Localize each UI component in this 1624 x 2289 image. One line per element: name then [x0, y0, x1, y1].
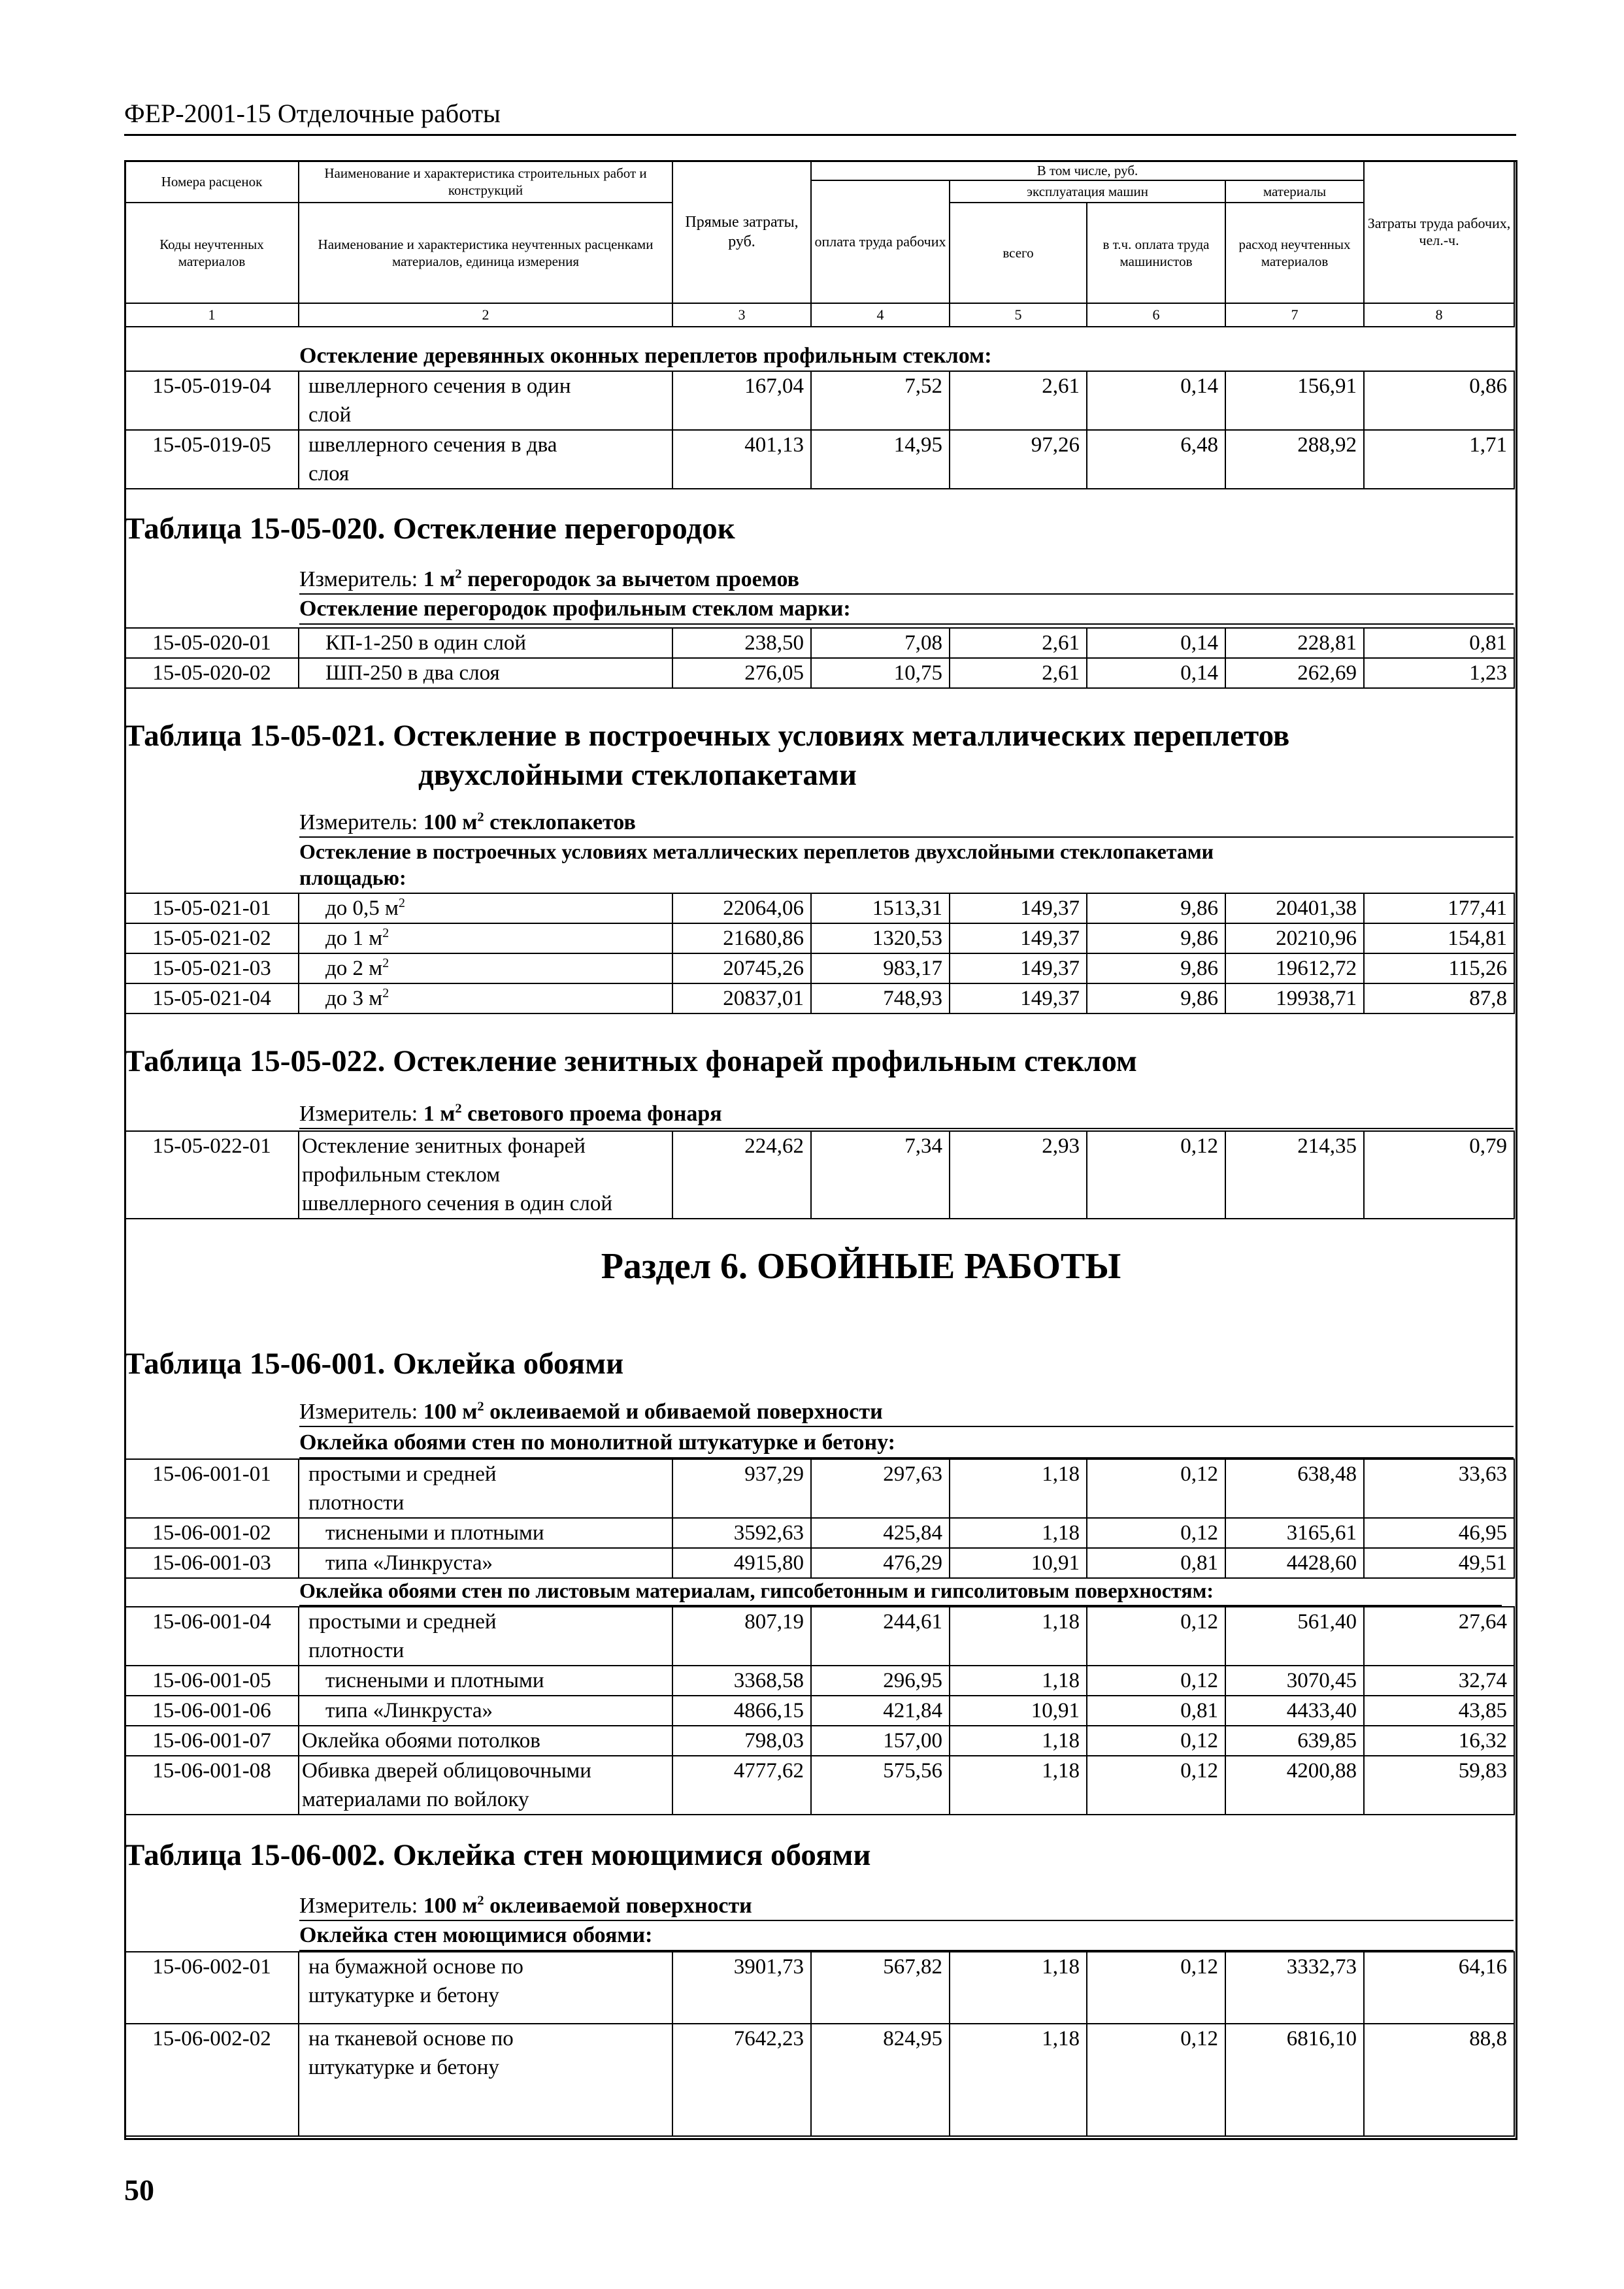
work-name: типа «Линкруста» — [299, 1696, 672, 1726]
labor-hours: 1,71 — [1364, 430, 1514, 489]
direct-cost: 22064,06 — [672, 893, 811, 923]
labor-pay: 244,61 — [811, 1607, 950, 1666]
materials-cost: 4200,88 — [1225, 1756, 1364, 1815]
table-row — [125, 953, 1514, 983]
work-name: ШП-250 в два слоя — [299, 658, 672, 688]
col1-top-header: Номера расценок — [125, 161, 299, 203]
work-name: КП-1-250 в один слой — [299, 628, 672, 658]
work-name: тиснеными и плотными — [299, 1518, 672, 1548]
materials-cost: 19938,71 — [1225, 983, 1364, 1013]
work-name-line: плотности — [308, 1639, 405, 1662]
rate-code: 15-05-020-01 — [125, 628, 299, 658]
subheading-602: Оклейка стен моющимися обоями: — [299, 1921, 1514, 1951]
labor-pay: 14,95 — [811, 430, 950, 489]
measure-602 — [299, 1892, 1514, 1921]
materials-cost: 214,35 — [1225, 1131, 1364, 1219]
work-name-line: материалами по войлоку — [302, 1788, 529, 1811]
work-name-line: на тканевой основе по — [308, 2027, 514, 2050]
machines-total: 1,18 — [950, 1459, 1087, 1518]
work-name: типа «Линкруста» — [299, 1548, 672, 1578]
measure-label: Измеритель: — [299, 1894, 423, 1918]
machines-total: 1,18 — [950, 1756, 1087, 1815]
col7-header: расход неучтенных материалов — [1225, 203, 1364, 303]
col-number: 5 — [950, 303, 1087, 327]
group-header: В том числе, руб. — [811, 161, 1364, 180]
work-name — [299, 983, 672, 1013]
unit-superscript: 2 — [455, 1101, 462, 1116]
col2-bottom-header: Наименование и характеристика неучтенных расценками материалов, единица измерения — [299, 203, 672, 303]
work-name-line: штукатурке и бетону — [308, 2056, 499, 2079]
table-row — [125, 1459, 1514, 1518]
col-number: 1 — [125, 303, 299, 327]
machines-total: 149,37 — [950, 923, 1087, 953]
labor-hours: 49,51 — [1364, 1548, 1514, 1578]
rate-code: 15-05-021-04 — [125, 983, 299, 1013]
col-number: 7 — [1225, 303, 1364, 327]
machines-total: 149,37 — [950, 893, 1087, 923]
machinist-pay: 0,14 — [1087, 628, 1225, 658]
machinist-pay: 0,14 — [1087, 371, 1225, 430]
work-name: тиснеными и плотными — [299, 1666, 672, 1696]
table-row — [125, 1666, 1514, 1696]
measure-label: Измеритель: — [299, 1400, 423, 1424]
materials-cost: 3165,61 — [1225, 1518, 1364, 1548]
measure-number: 1 м — [423, 567, 456, 591]
table-row — [125, 371, 1514, 430]
work-name-line: Остекление зенитных фонарей — [302, 1134, 586, 1158]
col-number: 6 — [1087, 303, 1225, 327]
labor-pay: 157,00 — [811, 1726, 950, 1756]
materials-cost: 638,48 — [1225, 1459, 1364, 1518]
machinist-pay: 9,86 — [1087, 893, 1225, 923]
rate-code: 15-06-001-08 — [125, 1756, 299, 1815]
table-row — [125, 1756, 1514, 1815]
rate-code: 15-06-001-01 — [125, 1459, 299, 1518]
table-title-022: Таблица 15-05-022. Остекление зенитных фонарей профильным стеклом — [124, 1044, 1137, 1078]
table-row — [125, 658, 1514, 688]
machines-total: 1,18 — [950, 2024, 1087, 2136]
machines-header: эксплуатация машин — [950, 180, 1225, 203]
work-name-line: простыми и средней — [308, 1610, 497, 1634]
labor-pay: 10,75 — [811, 658, 950, 688]
direct-cost: 224,62 — [672, 1131, 811, 1219]
rate-code: 15-05-020-02 — [125, 658, 299, 688]
table-row — [125, 1696, 1514, 1726]
machinist-pay: 0,12 — [1087, 1756, 1225, 1815]
unit-superscript: 2 — [477, 810, 484, 825]
machinist-pay: 9,86 — [1087, 923, 1225, 953]
col8-header: Затраты труда рабочих, чел.-ч. — [1364, 161, 1514, 303]
labor-hours: 0,86 — [1364, 371, 1514, 430]
header-rule — [124, 134, 1516, 136]
work-name — [299, 1459, 672, 1518]
table-title-021: Таблица 15-05-021. Остекление в построечных условиях металлических переплетов — [124, 719, 1290, 753]
col-number: 3 — [672, 303, 811, 327]
labor-pay: 1513,31 — [811, 893, 950, 923]
work-name-text: до 1 м — [325, 927, 383, 950]
unit-superscript: 2 — [455, 567, 462, 582]
rate-code: 15-05-019-04 — [125, 371, 299, 430]
labor-pay: 425,84 — [811, 1518, 950, 1548]
materials-cost: 19612,72 — [1225, 953, 1364, 983]
materials-cost: 3332,73 — [1225, 1952, 1364, 2024]
table-title-602: Таблица 15-06-002. Оклейка стен моющимися обоями — [124, 1838, 871, 1872]
labor-hours: 43,85 — [1364, 1696, 1514, 1726]
materials-cost: 639,85 — [1225, 1726, 1364, 1756]
subheading-601a: Оклейка обоями стен по монолитной штукатурке и бетону: — [299, 1428, 1514, 1458]
subheading-line: площадью: — [299, 866, 406, 889]
machines-total: 1,18 — [950, 1607, 1087, 1666]
table-row — [125, 1548, 1514, 1578]
table-row — [125, 1607, 1514, 1666]
labor-pay: 7,08 — [811, 628, 950, 658]
materials-cost: 4433,40 — [1225, 1696, 1364, 1726]
machinist-pay: 0,12 — [1087, 1666, 1225, 1696]
rate-code: 15-06-001-07 — [125, 1726, 299, 1756]
work-name-line: слоя — [308, 462, 350, 486]
unit-superscript: 2 — [382, 986, 389, 1000]
subheading-019: Остекление деревянных оконных переплетов профильным стеклом: — [299, 342, 1514, 372]
machines-total: 2,61 — [950, 628, 1087, 658]
subheading-020: Остекление перегородок профильным стеклом марки: — [299, 595, 1514, 625]
materials-cost: 156,91 — [1225, 371, 1364, 430]
direct-cost: 807,19 — [672, 1607, 811, 1666]
machinist-pay: 6,48 — [1087, 430, 1225, 489]
work-name-text: до 3 м — [325, 987, 383, 1010]
unit-superscript: 2 — [398, 896, 405, 910]
table-row — [125, 983, 1514, 1013]
machinist-pay: 0,12 — [1087, 1459, 1225, 1518]
work-name-text: до 2 м — [325, 957, 383, 980]
rate-code: 15-06-001-02 — [125, 1518, 299, 1548]
work-name-line: слой — [308, 403, 352, 427]
direct-cost: 3592,63 — [672, 1518, 811, 1548]
direct-cost: 4777,62 — [672, 1756, 811, 1815]
materials-header: материалы — [1225, 180, 1364, 203]
measure-number: 100 м — [423, 810, 478, 834]
measure-unit — [423, 810, 636, 834]
work-name-line: простыми и средней — [308, 1462, 497, 1486]
machines-total: 149,37 — [950, 953, 1087, 983]
materials-cost: 228,81 — [1225, 628, 1364, 658]
subheading-601b: Оклейка обоями стен по листовым материалам, гипсобетонным и гипсолитовым поверхностям: — [299, 1576, 1502, 1606]
materials-cost: 6816,10 — [1225, 2024, 1364, 2136]
labor-pay: 7,52 — [811, 371, 950, 430]
table-row — [125, 628, 1514, 658]
labor-hours: 59,83 — [1364, 1756, 1514, 1815]
machinist-pay: 9,86 — [1087, 953, 1225, 983]
machinist-pay: 0,81 — [1087, 1696, 1225, 1726]
labor-hours: 16,32 — [1364, 1726, 1514, 1756]
measure-020 — [299, 566, 1514, 595]
machines-total: 1,18 — [950, 1666, 1087, 1696]
measure-rest: оклеиваемой поверхности — [484, 1894, 752, 1918]
table-row — [125, 2024, 1514, 2136]
work-name — [299, 371, 672, 430]
table-022 — [124, 1130, 1515, 1219]
direct-cost: 798,03 — [672, 1726, 811, 1756]
labor-hours: 46,95 — [1364, 1518, 1514, 1548]
measure-unit — [423, 1400, 883, 1424]
machines-total: 1,18 — [950, 1952, 1087, 2024]
labor-hours: 115,26 — [1364, 953, 1514, 983]
machinist-pay: 0,12 — [1087, 1726, 1225, 1756]
labor-hours: 0,81 — [1364, 628, 1514, 658]
machines-total: 10,91 — [950, 1696, 1087, 1726]
labor-hours: 1,23 — [1364, 658, 1514, 688]
direct-cost: 937,29 — [672, 1459, 811, 1518]
work-name-line: на бумажной основе по — [308, 1955, 523, 1979]
unit-superscript: 2 — [477, 1893, 484, 1908]
work-name — [299, 923, 672, 953]
direct-cost: 20745,26 — [672, 953, 811, 983]
direct-cost: 3901,73 — [672, 1952, 811, 2024]
measure-601 — [299, 1398, 1514, 1427]
direct-cost: 7642,23 — [672, 2024, 811, 2136]
measure-label: Измеритель: — [299, 1102, 423, 1126]
table-row — [125, 1952, 1514, 2024]
table-title-021-line2: двухслойными стеклопакетами — [418, 758, 857, 792]
labor-hours: 154,81 — [1364, 923, 1514, 953]
rate-code: 15-05-021-01 — [125, 893, 299, 923]
rate-code: 15-06-001-03 — [125, 1548, 299, 1578]
col4-header: оплата труда рабочих — [811, 180, 950, 303]
labor-pay: 748,93 — [811, 983, 950, 1013]
measure-unit — [423, 1102, 722, 1126]
labor-pay: 1320,53 — [811, 923, 950, 953]
direct-cost: 3368,58 — [672, 1666, 811, 1696]
direct-cost: 20837,01 — [672, 983, 811, 1013]
work-name — [299, 1607, 672, 1666]
work-name-line: плотности — [308, 1491, 405, 1515]
measure-label: Измеритель: — [299, 810, 423, 834]
table-title-020: Таблица 15-05-020. Остекление перегородок — [124, 512, 735, 546]
machinist-pay: 0,14 — [1087, 658, 1225, 688]
table-602 — [124, 1951, 1515, 2137]
labor-hours: 33,63 — [1364, 1459, 1514, 1518]
subheading-line: Остекление в построечных условиях металлических переплетов двухслойными стеклопакетами — [299, 840, 1214, 863]
machines-total: 1,18 — [950, 1518, 1087, 1548]
direct-cost: 401,13 — [672, 430, 811, 489]
materials-cost: 288,92 — [1225, 430, 1364, 489]
labor-pay: 575,56 — [811, 1756, 950, 1815]
labor-hours: 177,41 — [1364, 893, 1514, 923]
labor-hours: 27,64 — [1364, 1607, 1514, 1666]
table-row — [125, 1726, 1514, 1756]
work-name — [299, 2024, 672, 2136]
direct-cost: 276,05 — [672, 658, 811, 688]
col-number: 8 — [1364, 303, 1514, 327]
table-row — [125, 893, 1514, 923]
measure-number: 100 м — [423, 1400, 478, 1424]
measure-rest: стеклопакетов — [484, 810, 636, 834]
rate-code: 15-05-022-01 — [125, 1131, 299, 1219]
measure-label: Измеритель: — [299, 567, 423, 591]
table-019 — [124, 371, 1515, 489]
col-number: 4 — [811, 303, 950, 327]
measure-022 — [299, 1100, 1514, 1129]
materials-cost: 262,69 — [1225, 658, 1364, 688]
rate-code: 15-05-021-03 — [125, 953, 299, 983]
table-601a — [124, 1458, 1515, 1579]
col-number: 2 — [299, 303, 672, 327]
measure-number: 1 м — [423, 1102, 456, 1126]
running-header: ФЕР-2001-15 Отделочные работы — [124, 99, 501, 128]
machinist-pay: 0,12 — [1087, 1952, 1225, 2024]
measure-number: 100 м — [423, 1894, 478, 1918]
table-row — [125, 430, 1514, 489]
work-name-text: до 0,5 м — [325, 897, 399, 920]
measure-unit — [423, 567, 799, 591]
col1-bottom-header: Коды неучтенных материалов — [125, 203, 299, 303]
work-name-line: профильным стеклом — [302, 1163, 501, 1187]
rate-code: 15-06-002-02 — [125, 2024, 299, 2136]
machinist-pay: 0,12 — [1087, 1131, 1225, 1219]
unit-superscript: 2 — [477, 1399, 484, 1414]
materials-cost: 3070,45 — [1225, 1666, 1364, 1696]
work-name-line: швеллерного сечения в один — [308, 374, 571, 398]
labor-pay: 567,82 — [811, 1952, 950, 2024]
work-name-line: Обивка дверей облицовочными — [302, 1759, 591, 1783]
materials-cost: 4428,60 — [1225, 1548, 1364, 1578]
machinist-pay: 9,86 — [1087, 983, 1225, 1013]
work-name — [299, 430, 672, 489]
materials-cost: 561,40 — [1225, 1607, 1364, 1666]
labor-pay: 297,63 — [811, 1459, 950, 1518]
labor-pay: 824,95 — [811, 2024, 950, 2136]
work-name — [299, 953, 672, 983]
direct-cost: 4866,15 — [672, 1696, 811, 1726]
work-name — [299, 1952, 672, 2024]
col3-header: Прямые затраты, руб. — [672, 161, 811, 303]
labor-hours: 64,16 — [1364, 1952, 1514, 2024]
machines-total: 10,91 — [950, 1548, 1087, 1578]
table-title-601: Таблица 15-06-001. Оклейка обоями — [124, 1347, 624, 1381]
machines-total: 2,61 — [950, 658, 1087, 688]
machines-total: 1,18 — [950, 1726, 1087, 1756]
work-name-line: швеллерного сечения в один слой — [302, 1192, 613, 1215]
table-021 — [124, 893, 1515, 1014]
labor-pay: 983,17 — [811, 953, 950, 983]
labor-pay: 476,29 — [811, 1548, 950, 1578]
machinist-pay: 0,81 — [1087, 1548, 1225, 1578]
labor-hours: 32,74 — [1364, 1666, 1514, 1696]
measure-rest: светового проема фонаря — [461, 1102, 722, 1126]
direct-cost: 238,50 — [672, 628, 811, 658]
machines-total: 149,37 — [950, 983, 1087, 1013]
table-020 — [124, 627, 1515, 689]
column-header-table — [124, 160, 1515, 327]
machines-total: 2,61 — [950, 371, 1087, 430]
work-name: Оклейка обоями потолков — [299, 1726, 672, 1756]
measure-rest: оклеиваемой и обиваемой поверхности — [484, 1400, 883, 1424]
machinist-pay: 0,12 — [1087, 1518, 1225, 1548]
measure-rest: перегородок за вычетом проемов — [461, 567, 799, 591]
table-row — [125, 1518, 1514, 1548]
work-name-line: швеллерного сечения в два — [308, 433, 557, 457]
unit-superscript: 2 — [382, 956, 389, 970]
labor-pay: 421,84 — [811, 1696, 950, 1726]
measure-unit — [423, 1894, 752, 1918]
rate-code: 15-06-001-04 — [125, 1607, 299, 1666]
table-row — [125, 1131, 1514, 1219]
direct-cost: 167,04 — [672, 371, 811, 430]
rate-code: 15-05-019-05 — [125, 430, 299, 489]
col6-header: в т.ч. оплата труда машинистов — [1087, 203, 1225, 303]
table-601b — [124, 1606, 1515, 1815]
rate-code: 15-06-001-05 — [125, 1666, 299, 1696]
labor-pay: 296,95 — [811, 1666, 950, 1696]
rate-code: 15-05-021-02 — [125, 923, 299, 953]
subheading-021 — [299, 838, 1514, 891]
rate-code: 15-06-001-06 — [125, 1696, 299, 1726]
page-number: 50 — [124, 2173, 154, 2207]
direct-cost: 4915,80 — [672, 1548, 811, 1578]
work-name — [299, 893, 672, 923]
machinist-pay: 0,12 — [1087, 1607, 1225, 1666]
measure-021 — [299, 809, 1514, 838]
rate-code: 15-06-002-01 — [125, 1952, 299, 2024]
labor-hours: 0,79 — [1364, 1131, 1514, 1219]
unit-superscript: 2 — [382, 926, 389, 940]
machines-total: 2,93 — [950, 1131, 1087, 1219]
machines-total: 97,26 — [950, 430, 1087, 489]
materials-cost: 20401,38 — [1225, 893, 1364, 923]
work-name — [299, 1756, 672, 1815]
table-row — [125, 923, 1514, 953]
labor-pay: 7,34 — [811, 1131, 950, 1219]
labor-hours: 87,8 — [1364, 983, 1514, 1013]
work-name-line: штукатурке и бетону — [308, 1984, 499, 2007]
work-name — [299, 1131, 672, 1219]
materials-cost: 20210,96 — [1225, 923, 1364, 953]
labor-hours: 88,8 — [1364, 2024, 1514, 2136]
machinist-pay: 0,12 — [1087, 2024, 1225, 2136]
col5-header: всего — [950, 203, 1087, 303]
col2-top-header: Наименование и характеристика строительных работ и конструкций — [299, 161, 672, 203]
section-heading: Раздел 6. ОБОЙНЫЕ РАБОТЫ — [601, 1246, 1121, 1287]
direct-cost: 21680,86 — [672, 923, 811, 953]
